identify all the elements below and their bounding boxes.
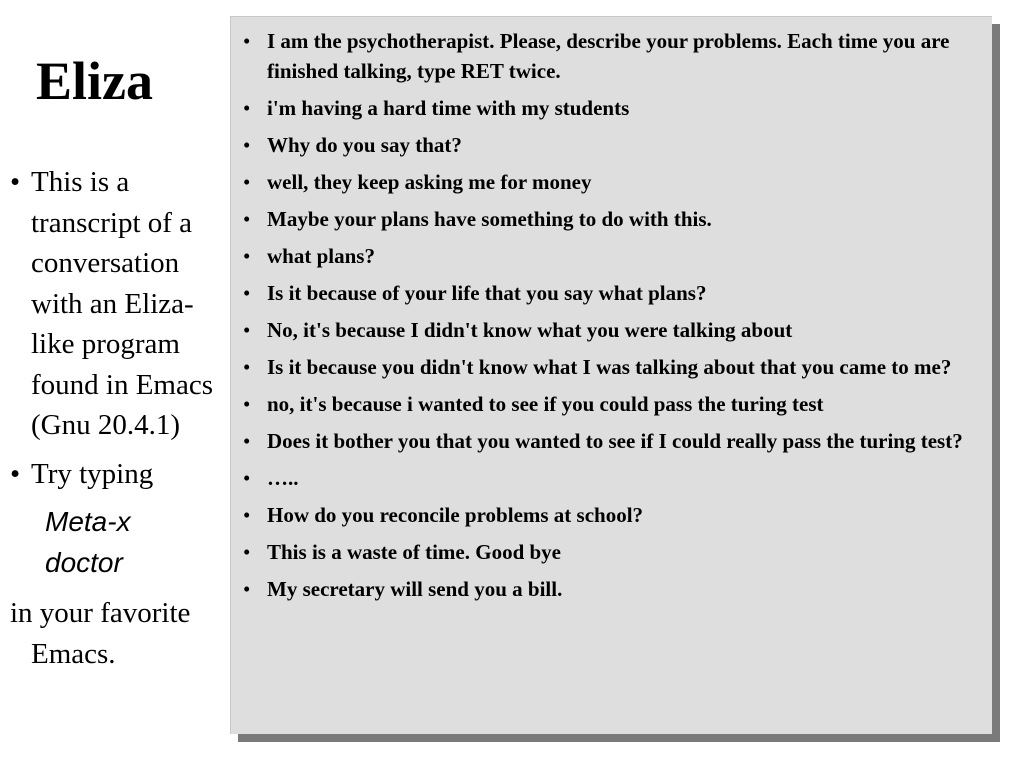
bullet-dot: •	[243, 355, 251, 379]
bullet-dot: •	[243, 96, 251, 120]
transcript-line: • This is a waste of time. Good bye	[243, 537, 971, 567]
try-typing-text: Try typing	[31, 457, 154, 490]
bullet-dot: •	[243, 540, 251, 564]
transcript-line: • what plans?	[243, 241, 971, 271]
command-line-2: doctor	[45, 547, 123, 578]
transcript-line: • No, it's because I didn't know what you were talking about	[243, 315, 971, 345]
description-text: This is a transcript of a conversation with an Eliza-like program found in Emacs (Gnu 20.4.1)	[31, 166, 214, 441]
command-line-1: Meta-x	[45, 506, 131, 537]
transcript-line: • Does it bother you that you wanted to see if I could really pass the turing test?	[243, 426, 971, 456]
transcript-line: • no, it's because i wanted to see if you could pass the turing test	[243, 389, 971, 419]
bullet-dot: •	[243, 318, 251, 342]
transcript-line: • Maybe your plans have something to do with this.	[243, 204, 971, 234]
bullet-dot: •	[243, 503, 251, 527]
bullet-dot: •	[243, 170, 251, 194]
transcript-list	[243, 26, 971, 611]
bullet-dot: •	[243, 244, 251, 268]
bullet-dot: •	[243, 429, 251, 453]
transcript-panel	[230, 16, 992, 734]
bullet-dot: •	[243, 466, 251, 490]
left-text-column	[10, 162, 228, 674]
transcript-line: • i'm having a hard time with my students	[243, 93, 971, 123]
transcript-line: • …..	[243, 463, 971, 493]
bullet-dot: •	[10, 457, 21, 490]
emacs-command	[45, 501, 205, 583]
slide-title: Eliza	[36, 51, 153, 111]
transcript-line: • Why do you say that?	[243, 130, 971, 160]
favorite-emacs-text: in your favorite Emacs.	[10, 597, 191, 670]
bullet-dot: •	[243, 207, 251, 231]
transcript-line: • well, they keep asking me for money	[243, 167, 971, 197]
transcript-line: • How do you reconcile problems at school?	[243, 500, 971, 530]
bullet-dot: •	[243, 392, 251, 416]
bullet-dot: •	[243, 29, 251, 53]
transcript-line: • Is it because you didn't know what I was talking about that you came to me?	[243, 352, 971, 382]
try-typing-bullet	[10, 454, 228, 495]
transcript-line: • Is it because of your life that you say what plans?	[243, 278, 971, 308]
bullet-dot: •	[243, 577, 251, 601]
transcript-line: • I am the psychotherapist. Please, describe your problems. Each time you are finished talking, type RET twice.	[243, 26, 971, 86]
bullet-dot: •	[10, 166, 21, 198]
bullet-dot: •	[243, 281, 251, 305]
transcript-line: • My secretary will send you a bill.	[243, 574, 971, 604]
description-bullet	[10, 162, 228, 446]
bullet-dot: •	[243, 133, 251, 157]
